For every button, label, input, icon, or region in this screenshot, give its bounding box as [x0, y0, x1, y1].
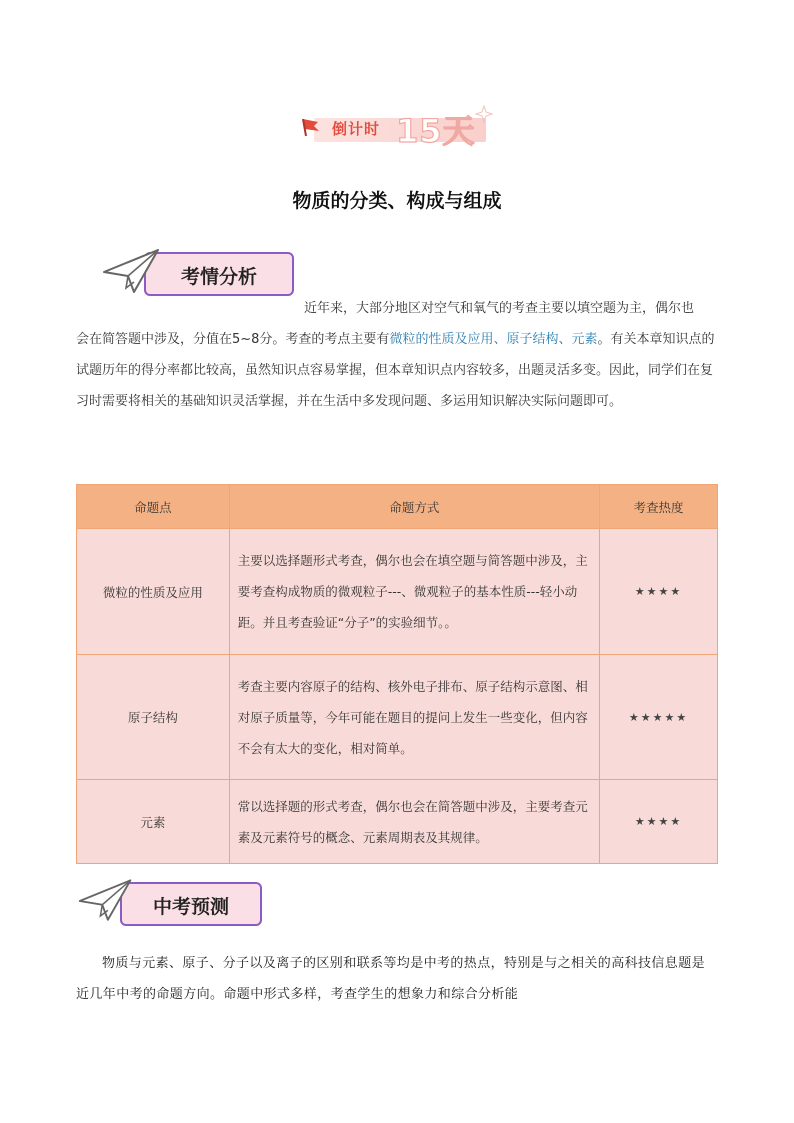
analysis-highlight: 微粒的性质及应用、原子结构、元素 — [389, 332, 598, 347]
countdown-label: 倒计时 — [332, 120, 381, 138]
heading-label: 中考预测 — [152, 896, 229, 918]
header-heat: 考查热度 — [600, 485, 718, 529]
countdown-number: 15天 — [396, 112, 476, 150]
countdown-banner — [300, 104, 494, 148]
table-row — [77, 529, 718, 655]
heading-label: 考情分析 — [180, 266, 257, 288]
row-method: 常以选择题的形式考查，偶尔也会在简答题中涉及，主要考查元素及元素符号的概念、元素周期表及其规律。 — [229, 780, 599, 864]
section-heading-prediction — [76, 876, 306, 932]
heading-box — [120, 882, 262, 926]
row-point: 微粒的性质及应用 — [77, 529, 230, 655]
prediction-paragraph: 物质与元素、原子、分子以及离子的区别和联系等均是中考的热点，特别是与之相关的高科技信息题是近几年中考的命题方向。命题中形式多样，考查学生的想象力和综合分析能 — [76, 956, 706, 1002]
row-heat: ★★★★ — [600, 529, 718, 655]
analysis-text-b: 会在简答题中涉及，分值在5~8分。考查的考点主要有 — [76, 332, 390, 347]
table-row — [77, 780, 718, 864]
header-point: 命题点 — [77, 485, 230, 529]
page-title: 物质的分类、构成与组成 — [292, 190, 502, 212]
header-method: 命题方式 — [229, 485, 599, 529]
analysis-text-c: 。有关本章知识点的试题历年的得分率都比较高，虽然知识点容易掌握，但本章知识点内容较多，出题灵活多变。因此，同学们在复习时需要将相关的基础知识灵活掌握，并在生活中多发现问题、多运用知识解决实际问题即可。 — [76, 332, 715, 409]
row-heat: ★★★★ — [600, 780, 718, 864]
row-method: 主要以选择题形式考查，偶尔也会在填空题与简答题中涉及，主要考查构成物质的微观粒子---、微观粒子的基本性质---轻小动距。并且考查验证“分子”的实验细节。。 — [229, 529, 599, 655]
flag-icon — [300, 116, 322, 138]
heading-box — [144, 252, 294, 296]
table-row — [77, 655, 718, 780]
sparkle-icon — [474, 104, 494, 124]
row-point: 元素 — [77, 780, 230, 864]
exam-points-table — [76, 484, 718, 864]
row-point: 原子结构 — [77, 655, 230, 780]
row-heat: ★★★★★ — [600, 655, 718, 780]
paper-plane-icon — [100, 246, 164, 298]
row-method: 考查主要内容原子的结构、核外电子排布、原子结构示意图、相对原子质量等，今年可能在题目的提问上发生一些变化，但内容不会有太大的变化，相对简单。 — [229, 655, 599, 780]
analysis-paragraph — [76, 324, 718, 417]
table-header-row — [77, 485, 718, 529]
analysis-paragraph-first-line: 近年来，大部分地区对空气和氧气的考查主要以填空题为主，偶尔也 — [304, 301, 695, 316]
paper-plane-icon — [76, 876, 136, 926]
